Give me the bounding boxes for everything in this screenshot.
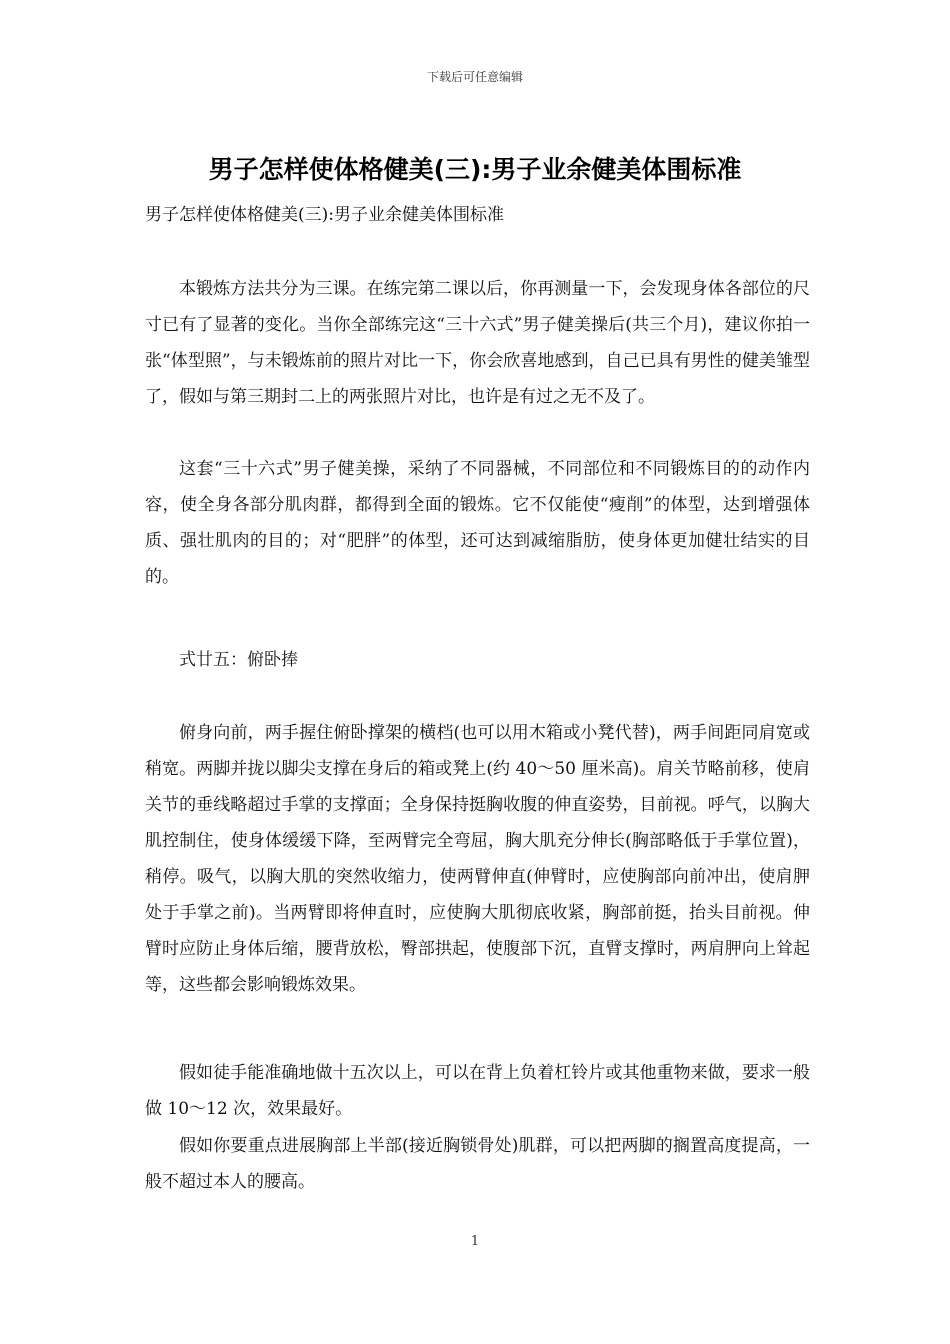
document-title: 男子怎样使体格健美(三):男子业余健美体围标准 xyxy=(208,155,742,184)
section-paragraph-2: 假如徒手能准确地做十五次以上，可以在背上负着杠铃片或其他重物来做，要求一般做 10～12 次，效果最好。 xyxy=(145,1063,810,1119)
page-number: 1 xyxy=(470,1234,480,1249)
section-heading: 式廿五：俯卧捧 xyxy=(179,650,298,670)
intro-paragraph-1: 本锻炼方法共分为三课。在练完第二课以后，你再测量一下，会发现身体各部位的尺寸已有了显著的变化。当你全部练完这“三十六式”男子健美操后(共三个月)，建议你拍一张“体型照”，与未锻炼前的照片对比一下，你会欣喜地感到，自己已具有男性的健美雏型了，假如与第三期封二上的两张照片对比，也许是有过之无不及了。 xyxy=(145,279,810,407)
section-paragraph-1: 俯身向前，两手握住俯卧撑架的横档(也可以用木箱或小凳代替)，两手间距同肩宽或稍宽。两脚并拢以脚尖支撑在身后的箱或凳上(约 40～50 厘米高)。肩关节略前移，使肩关节的垂线略超过手掌的支撑面；全身保持挺胸收腹的伸直姿势，目前视。呼气，以胸大肌控制住，使身体缓缓下降，至两臂完全弯屈，胸大肌充分伸长(胸部略低于手掌位置)，稍停。吸气，以胸大肌的突然收缩力，使两臂伸直(伸臂时，应使胸部向前冲出，使肩胛处于手掌之前)。当两臂即将伸直时，应使胸大肌彻底收紧，胸部前挺，抬头目前视。伸臂时应防止身体后缩，腰背放松，臀部拱起，使腹部下沉，直臂支撑时，两肩胛向上耸起等，这些都会影响锻炼效果。 xyxy=(145,723,810,995)
header-note: 下载后可任意编辑 xyxy=(426,70,523,84)
intro-paragraph-2: 这套“三十六式”男子健美操，采纳了不同器械，不同部位和不同锻炼目的的动作内容，使全身各部分肌肉群，都得到全面的锻炼。它不仅能使“瘦削”的体型，达到增强体质、强壮肌肉的目的；对“肥胖”的体型，还可达到减缩脂肪，使身体更加健壮结实的目的。 xyxy=(145,459,810,587)
document-subtitle: 男子怎样使体格健美(三):男子业余健美体围标准 xyxy=(145,205,504,225)
section-paragraph-3: 假如你要重点进展胸部上半部(接近胸锁骨处)肌群，可以把两脚的搁置高度提高，一般不超过本人的腰高。 xyxy=(145,1136,810,1192)
